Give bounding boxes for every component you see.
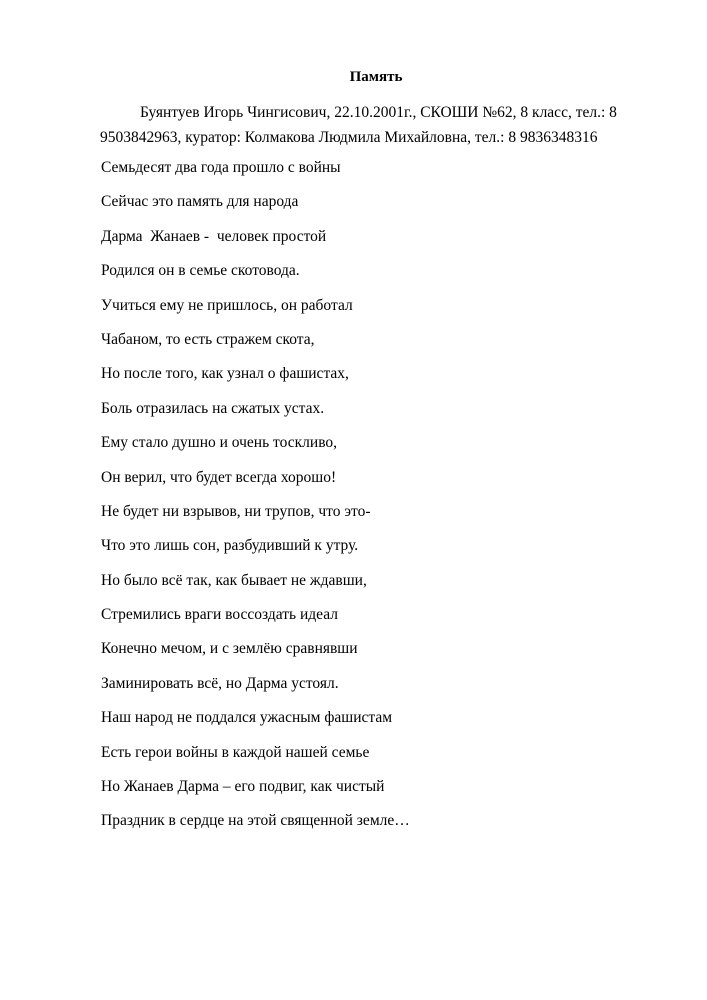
poem-line: Родился он в семье скотовода. [101,262,300,280]
poem [101,158,661,846]
poem-line: Заминировать всё, но Дарма устоял. [101,674,339,692]
poem-line: Чабаном, то есть стражем скота, [101,330,315,348]
poem-line: Дарма Жанаев - человек простой [101,227,327,245]
poem-line: Праздник в сердце на этой священной земле… [101,812,410,830]
poem-line: Наш народ не поддался ужасным фашистам [101,709,393,727]
poem-line: Семьдесят два года прошло с войны [101,159,341,176]
poem-line: Не будет ни взрывов, ни трупов, что это- [101,502,371,520]
poem-line: Он верил, что будет всегда хорошо! [101,468,337,486]
poem-line: Учиться ему не пришлось, он работал [101,296,353,314]
poem-line: Есть герои войны в каждой нашей семье [101,743,370,761]
poem-line: Стремились враги воссоздать идеал [101,606,338,624]
poem-line: Что это лишь сон, разбудивший к утру. [101,537,359,555]
poem-line: Но было всё так, как бывает не ждавши, [101,571,367,589]
poem-line: Но после того, как узнал о фашистах, [101,365,349,383]
poem-line: Боль отразилась на сжатых устах. [101,399,325,417]
poem-line: Ему стало душно и очень тоскливо, [101,434,338,452]
author-info: Буянтуев Игорь Чингисович, 22.10.2001г., СКОШИ №62, 8 класс, тел.: 8 9503842963, куратор: Колмакова Людмила Михайловна, тел.: 8 9836348316 [100,104,617,146]
poem-line: Конечно мечом, и с землёю сравнявши [101,640,358,658]
poem-line: Сейчас это память для народа [101,193,299,211]
poem-line: Но Жанаев Дарма – его подвиг, как чистый [101,778,385,796]
document-title: Память [349,69,403,85]
